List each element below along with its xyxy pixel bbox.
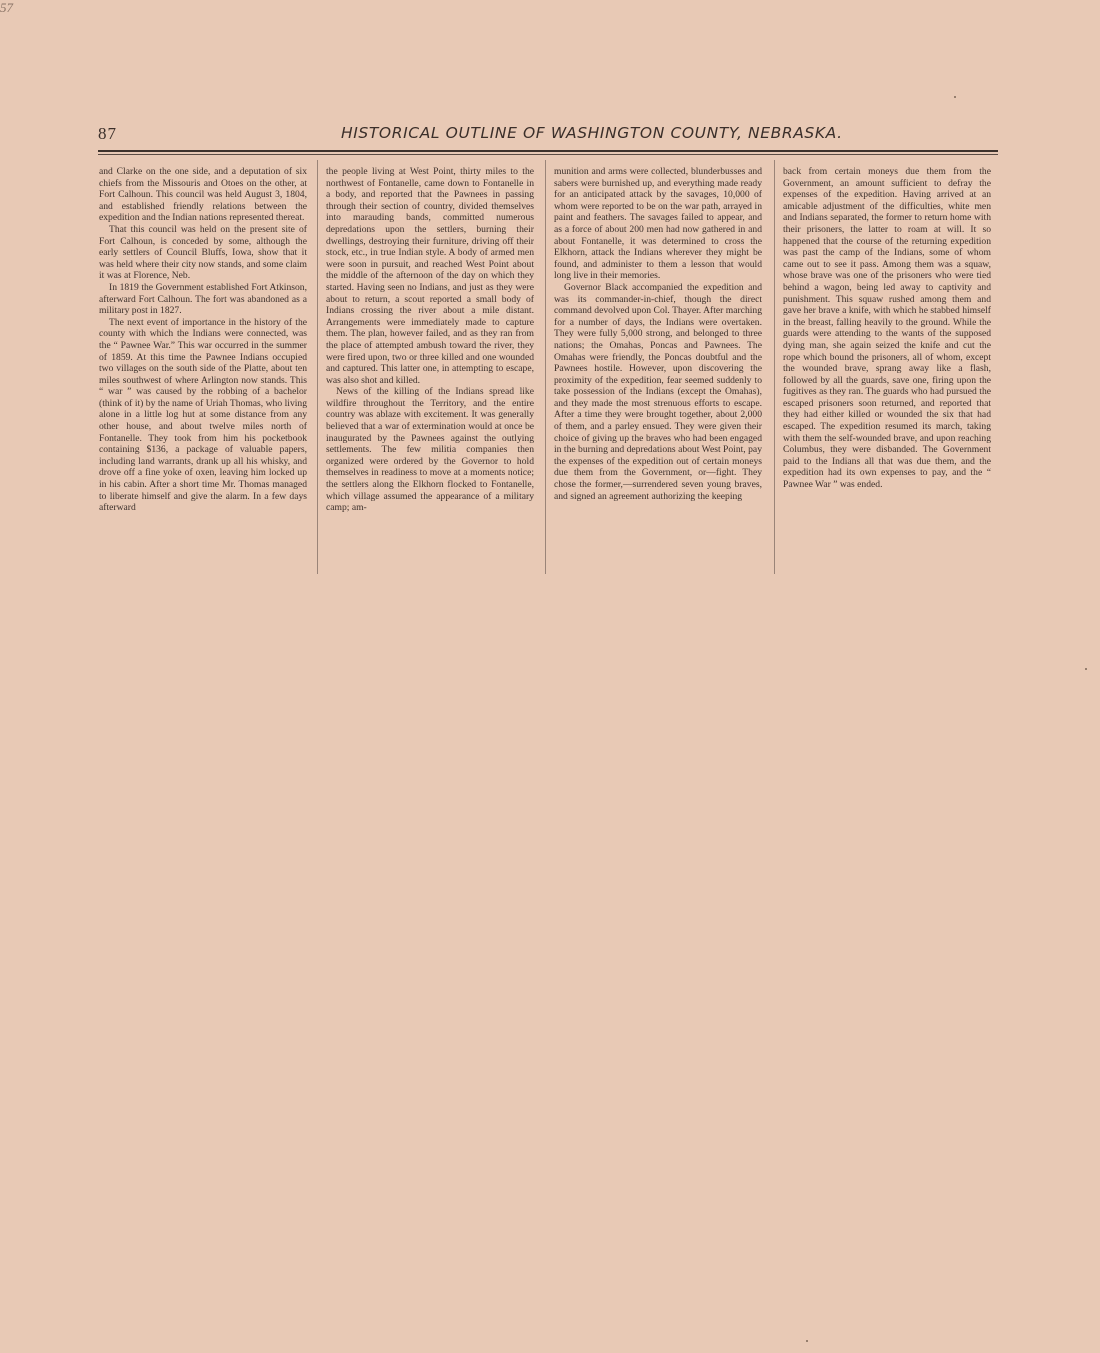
page-header — [98, 124, 998, 146]
page-corner-mark: 57 — [0, 0, 13, 15]
header-rule-thin — [98, 154, 998, 155]
paper-speck — [806, 1340, 808, 1342]
paragraph: In 1819 the Government established Fort Atkinson, afterward Fort Calhoun. The fort was abandoned as a military post in 1827. — [99, 281, 307, 317]
column-divider — [317, 160, 318, 574]
paragraph: and Clarke on the one side, and a deputation of six chiefs from the Missouris and Otoes on the other, at Fort Calhoun. This council was held August 3, 1804, and established friendly relations between the expedition and the Indian nations represented thereat. — [99, 166, 307, 224]
paragraph: back from certain moneys due them from the Government, an amount sufficient to defray the expenses of the expedition. Having arrived at an amicable adjustment of the difficulties, white men and Indians separated, the former to return home with their prisoners, the latter to roam at will. It so happened that the course of the returning expedition was past the camp of the Indians, some of whom came out to see it pass. Among them was a squaw, whose brave was one of the prisoners who were tied behind a wagon, being led away to captivity and punishment. This squaw rushed among them and gave her brave a knife, with which he stabbed himself in the breast, falling heavily to the ground. While the guards were attending to the wants of the supposed dying man, she again seized the knife and cut the rope which bound the prisoners, all of whom, except the wounded brave, sprang away like a flash, followed by all the guards, save one, firing upon the fugitives as they ran. The guards who had pursued the escaped prisoners soon returned, and reported that they had either killed or wounded the six that had escaped. The expedition resumed its march, taking with them the self-wounded brave, and upon reaching Columbus, they were disbanded. The Government paid to the Indians all that was due them, and the expedition had its own expenses to pay, and the “ Pawnee War ” was ended. — [783, 166, 991, 491]
header-rule-thick — [98, 150, 998, 152]
text-column-1 — [99, 166, 307, 514]
paragraph: That this council was held on the present site of Fort Calhoun, is conceded by some, although the early settlers of Council Bluffs, Iowa, show that it was held where their city now stands, and some claim it was at Florence, Neb. — [99, 223, 307, 282]
paper-speck — [1085, 668, 1087, 670]
paragraph: munition and arms were collected, blunderbusses and sabers were burnished up, and everything made ready for an anticipated attack by the savages, 10,000 of whom were reported to be on the war path, arrayed in paint and feathers. The savages failed to appear, and as a force of about 200 men had now gathered in and about Fontanelle, it was determined to cross the Elkhorn, attack the Indians wherever they might be found, and administer to them a lesson that would long live in their memories. — [554, 166, 762, 282]
paragraph: News of the killing of the Indians spread like wildfire throughout the Territory, and the entire country was ablaze with excitement. It was generally believed that a war of extermination would at once be inaugurated by the Pawnees against the outlying settlements. The few militia companies then organized were ordered by the Governor to hold themselves in readiness to move at a moments notice; the settlers along the Elkhorn flocked to Fontanelle, which village assumed the appearance of a military camp; am- — [326, 386, 534, 514]
paragraph: the people living at West Point, thirty miles to the northwest of Fontanelle, came down to Fontanelle in a body, and reported that the Pawnees in passing through their section of country, divided themselves into marauding bands, committed numerous depredations upon the settlers, burning their dwellings, destroying their furniture, driving off their stock, etc., in true Indian style. A body of armed men were soon in pursuit, and reached West Point about the middle of the afternoon of the day on which they started. Having seen no Indians, and just as they were about to return, a scout reported a small body of Indians crossing the river about a mile distant. Arrangements were immediately made to capture them. The plan, however failed, and as they ran from the place of attempted ambush toward the river, they were fired upon, two or three killed and one wounded and captured. This latter one, in attempting to escape, was also shot and killed. — [326, 166, 534, 386]
text-column-3 — [554, 166, 762, 502]
page-number: 87 — [98, 124, 117, 143]
paper-speck — [954, 96, 956, 98]
paragraph: Governor Black accompanied the expedition and was its commander-in-chief, though the direct command devolved upon Col. Thayer. After marching for a number of days, the Indians were overtaken. They were fully 5,000 strong, and belonged to three nations; the Omahas, Poncas and Pawnees. The Omahas were friendly, the Poncas doubtful and the Pawnees hostile. However, upon discovering the proximity of the expedition, fear seemed suddenly to take possession of the Indians (except the Omahas), and they made the most strenuous efforts to escape. After a time they were brought together, about 2,000 of them, and a parley ensued. They were given their choice of giving up the braves who had been engaged in the burning and depredations about West Point, pay the expenses of the expedition out of certain moneys due them from the Government, or—fight. They chose the former,—surrendered seven young braves, and signed an agreement authorizing the keeping — [554, 281, 762, 502]
text-column-4 — [783, 166, 991, 491]
column-divider — [774, 160, 775, 574]
text-column-2 — [326, 166, 534, 514]
running-title: HISTORICAL OUTLINE OF WASHINGTON COUNTY, NEBRASKA. — [341, 124, 843, 142]
paragraph: The next event of importance in the history of the county with which the Indians were connected, was the “ Pawnee War.” This war occurred in the summer of 1859. At this time the Pawnee Indians occupied two villages on the south side of the Platte, about ten miles southwest of where Arlington now stands. This “ war ” was caused by the robbing of a bachelor (think of it) by the name of Uriah Thomas, who living alone in a little log hut at some distance from any other house, and about twelve miles north of Fontanelle. They took from him his pocketbook containing $136, a package of valuable papers, including land warrants, drank up all his whisky, and drove off a fine yoke of oxen, leaving him locked up in his cabin. After a short time Mr. Thomas managed to liberate himself and give the alarm. In a few days afterward — [99, 316, 307, 514]
column-divider — [545, 160, 546, 574]
